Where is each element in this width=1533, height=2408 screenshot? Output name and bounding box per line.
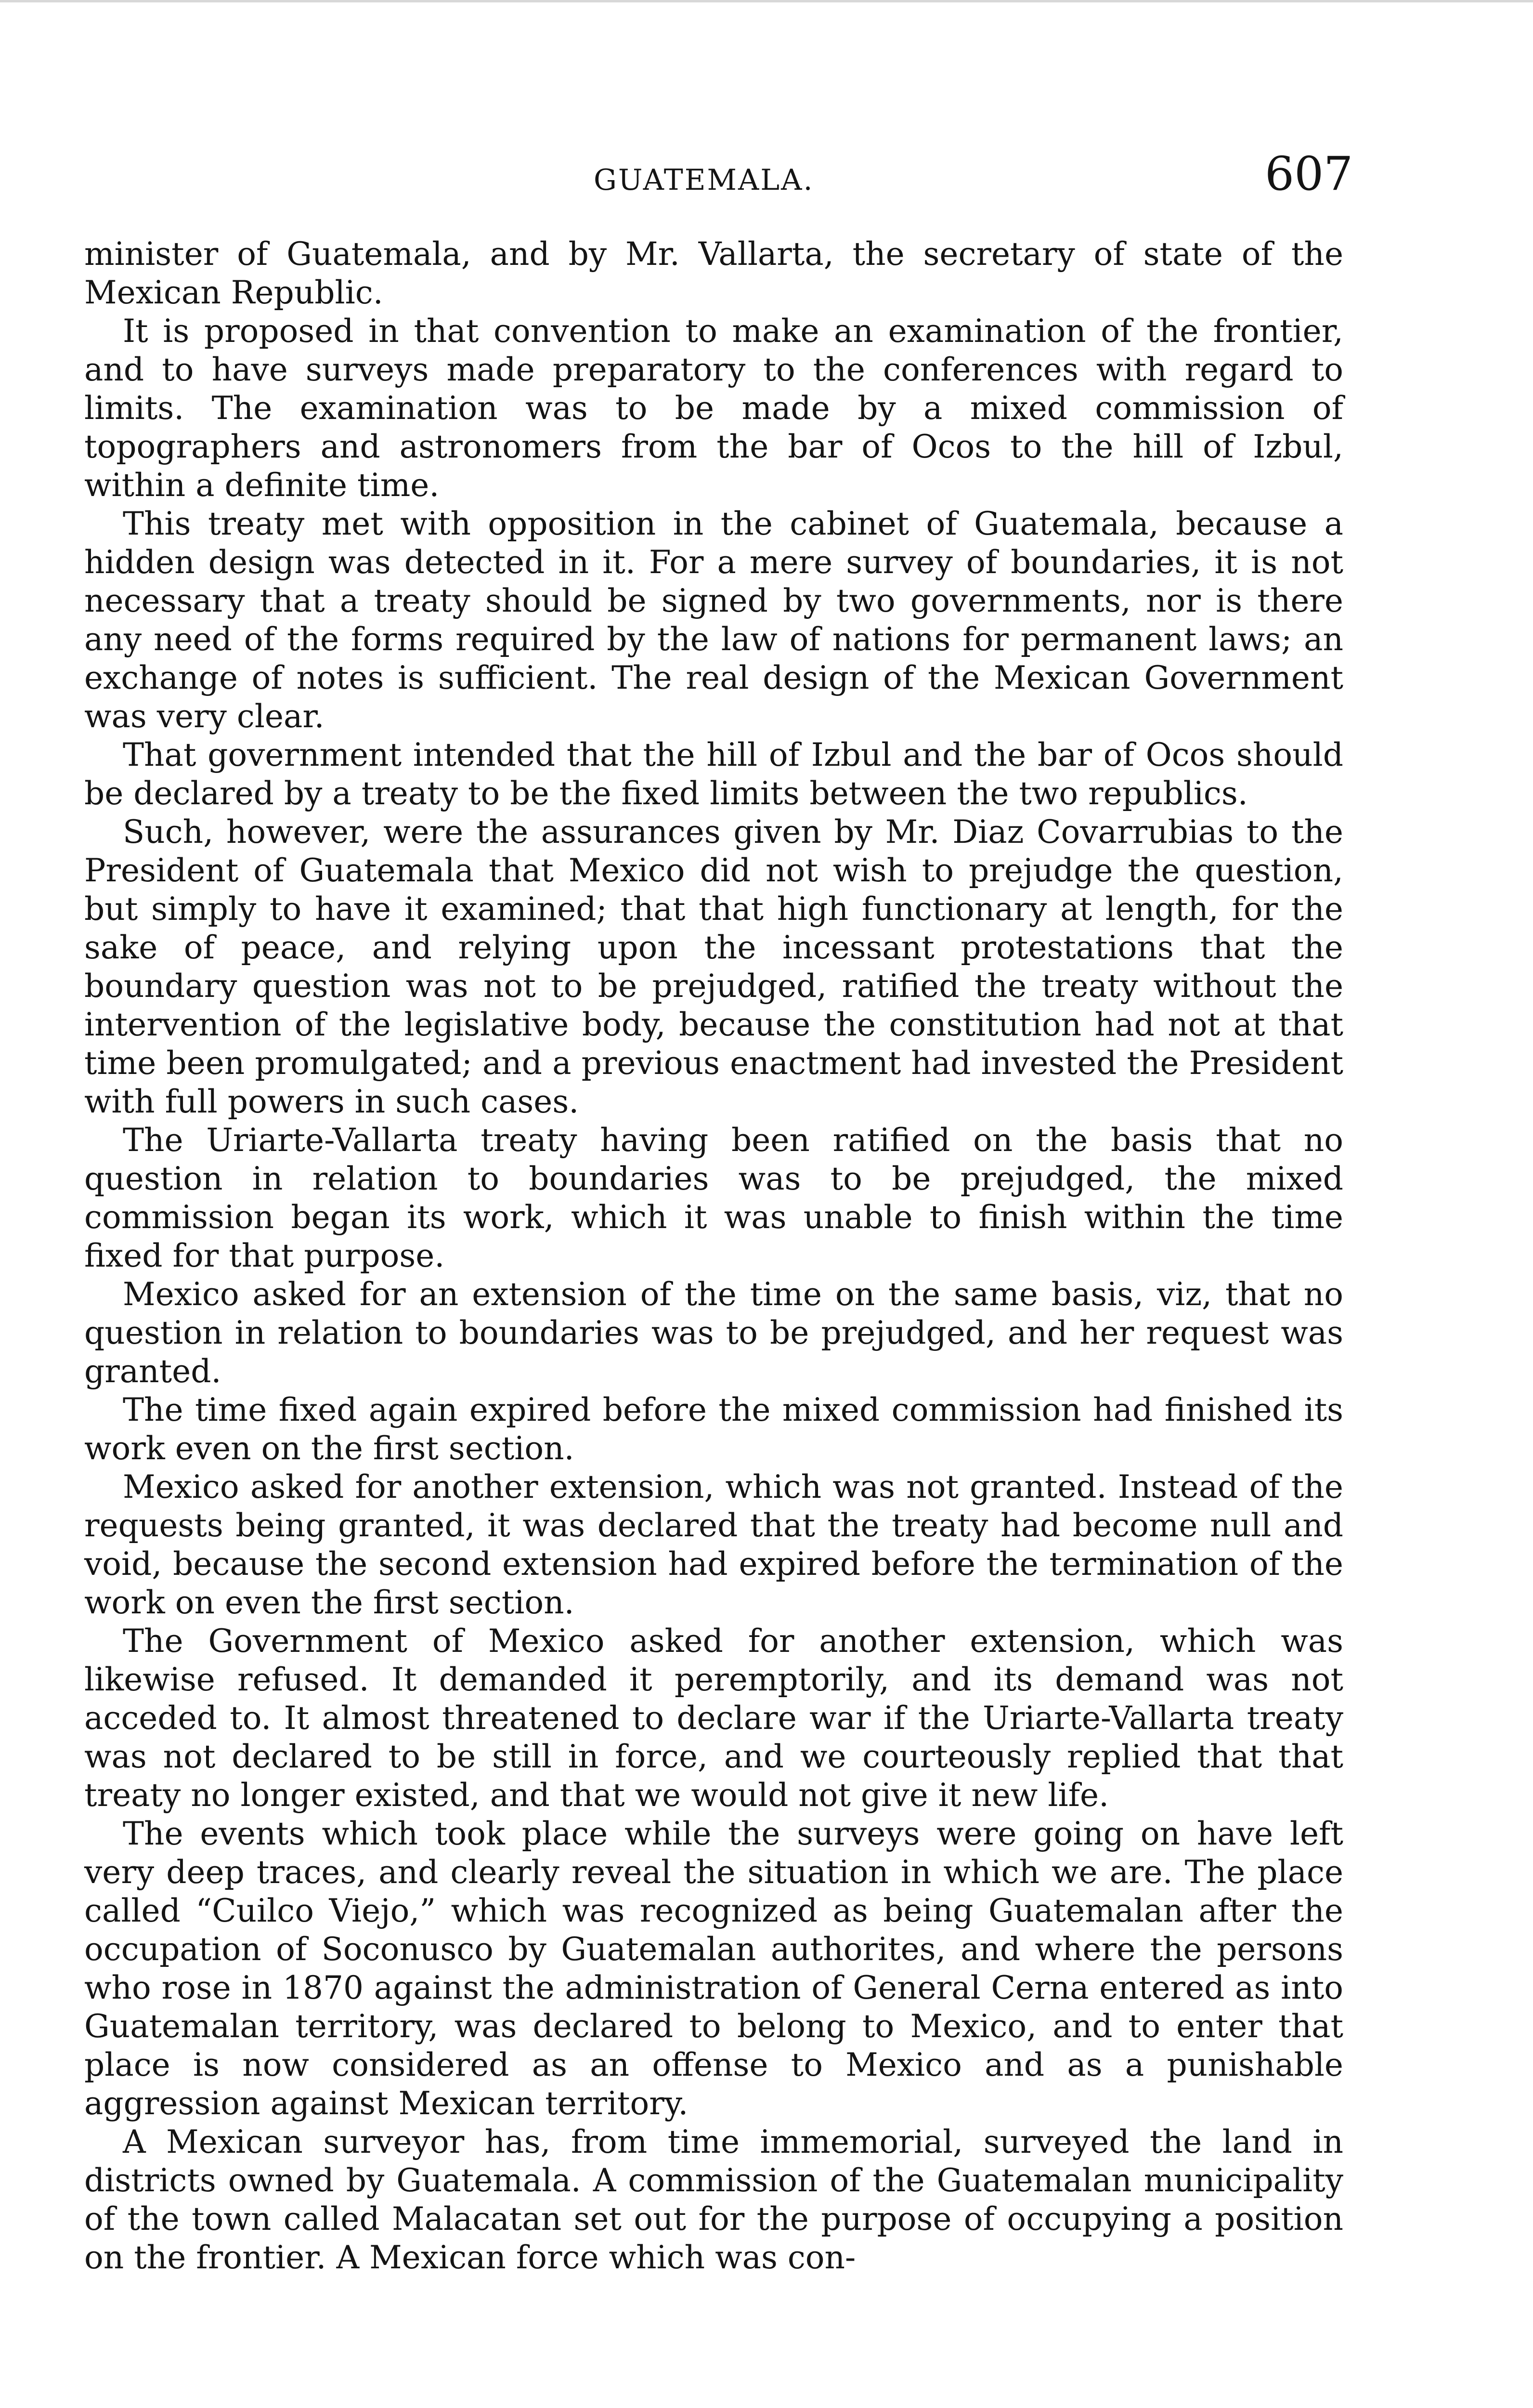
paragraph: It is proposed in that convention to make an examination of the frontier, and to have surveys made preparatory to the conferences with regard to limits. The examination was to be made by a mixed commission of topographers and astronomers from the bar of Ocos to the hill of Izbul, within a definite time. <box>84 313 1343 504</box>
paragraph: Such, however, were the assurances given by Mr. Diaz Covarrubias to the President of Guatemala that Mexico did not wish to prejudge the question, but simply to have it examined; that that high functionary at length, for the sake of peace, and relying upon the incessant protestations that the boundary question was not to be prejudged, ratified the treaty without the intervention of the legislative body, because the constitution had not at that time been promulgated; and a previous enactment had invested the President with full powers in such cases. <box>84 813 1343 1120</box>
paragraph: This treaty met with opposition in the cabinet of Guatemala, because a hidden design was detected in it. For a mere survey of boundaries, it is not necessary that a treaty should be signed by two governments, nor is there any need of the forms required by the law of nations for permanent laws; an exchange of notes is sufficient. The real design of the Mexican Government was very clear. <box>84 505 1343 735</box>
top-edge-rule <box>0 0 1533 2</box>
page-number: 607 <box>1265 147 1353 201</box>
paragraph: A Mexican surveyor has, from time immemorial, surveyed the land in districts owned by Guatemala. A commission of the Guatemalan municipality of the town called Malacatan set out for the purpose of occupying a position on the frontier. A Mexican force which was con- <box>84 2123 1343 2276</box>
running-head: GUATEMALA. <box>594 163 814 197</box>
paragraph-continued: minister of Guatemala, and by Mr. Vallarta, the secretary of state of the Mexican Republic. <box>84 236 1343 311</box>
paragraph: Mexico asked for another extension, which was not granted. Instead of the requests being granted, it was declared that the treaty had become null and void, because the second extension had expired before the termination of the work on even the first section. <box>84 1468 1343 1621</box>
body-text <box>84 235 1343 2277</box>
paragraph: The events which took place while the surveys were going on have left very deep traces, and clearly reveal the situation in which we are. The place called “Cuilco Viejo,” which was recognized as being Guatemalan after the occupation of Soconusco by Guatemalan authorites, and where the persons who rose in 1870 against the administration of General Cerna entered as into Guatemalan territory, was declared to belong to Mexico, and to enter that place is now considered as an offense to Mexico and as a punishable aggression against Mexican territory. <box>84 1815 1343 2122</box>
paragraph: Mexico asked for an extension of the time on the same basis, viz, that no question in relation to boundaries was to be prejudged, and her request was granted. <box>84 1276 1343 1390</box>
paragraph: The Uriarte-Vallarta treaty having been ratified on the basis that no question in relation to boundaries was to be prejudged, the mixed commission began its work, which it was unable to finish within the time fixed for that purpose. <box>84 1122 1343 1274</box>
paragraph: The Government of Mexico asked for another extension, which was likewise refused. It demanded it peremptorily, and its demand was not acceded to. It almost threatened to declare war if the Uriarte-Vallarta treaty was not declared to be still in force, and we courteously replied that that treaty no longer existed, and that we would not give it new life. <box>84 1623 1343 1814</box>
paragraph: That government intended that the hill of Izbul and the bar of Ocos should be declared by a treaty to be the fixed limits between the two republics. <box>84 736 1343 812</box>
paragraph: The time fixed again expired before the mixed commission had finished its work even on the first section. <box>84 1391 1343 1467</box>
